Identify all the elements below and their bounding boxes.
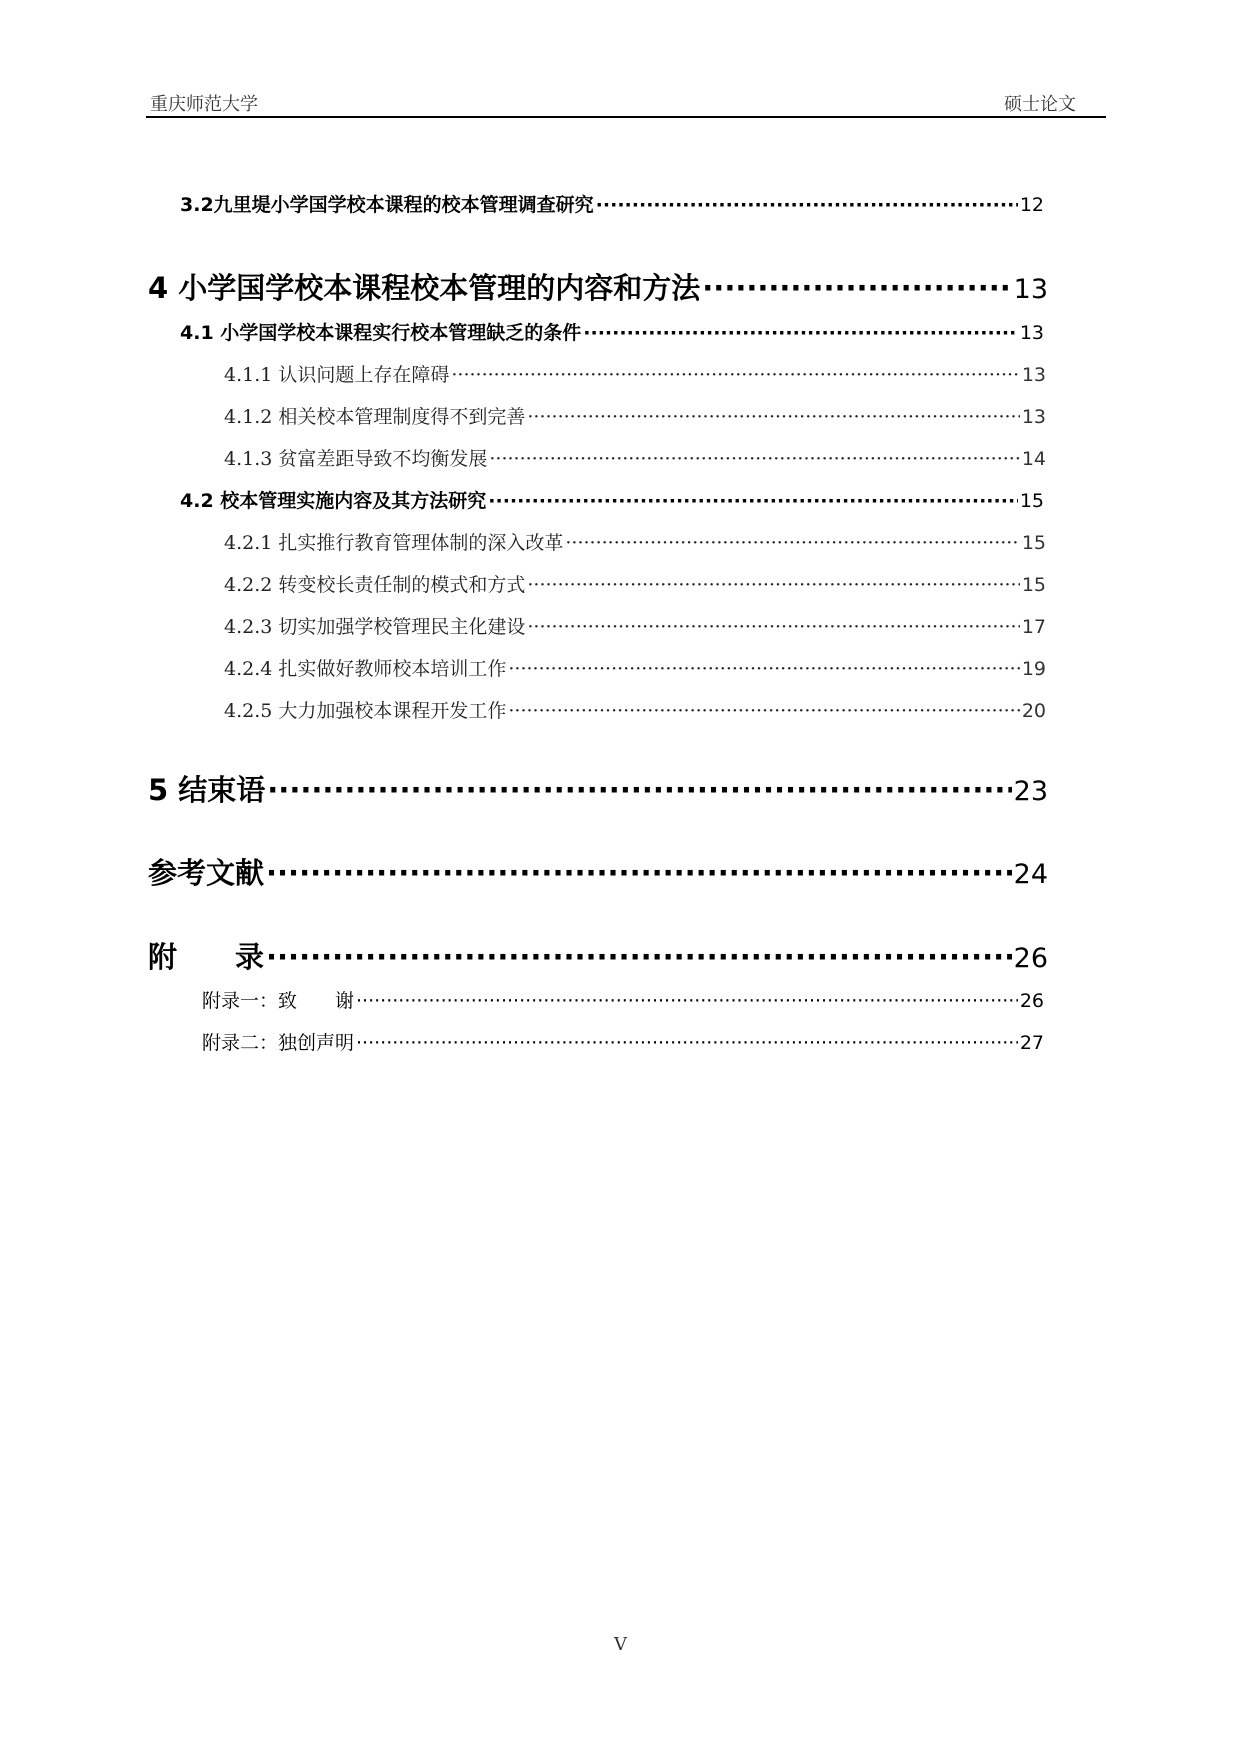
header-thesis-type: 硕士论文 [1004,94,1076,115]
dot-leader [266,940,1012,974]
toc-entry-title: 4.2.4 扎实做好教师校本培训工作 [224,658,507,680]
toc-entry-page: 26 [1013,943,1048,974]
dot-leader [356,990,1018,1012]
toc-entry[interactable] [224,570,1046,597]
toc-entry[interactable] [224,402,1046,429]
toc-entry-page: 19 [1021,658,1046,680]
toc-entry[interactable] [148,851,1048,892]
toc-entry-title: 5 结束语 [148,773,266,807]
toc-entry-page: 27 [1019,1032,1044,1054]
page-number: V [614,1634,627,1655]
toc-entry[interactable] [180,190,1044,217]
dot-leader [488,490,1018,512]
dot-leader [266,856,1012,890]
toc-entry-title: 4.2.5 大力加强校本课程开发工作 [224,700,507,722]
toc-entry-page: 12 [1019,194,1044,216]
toc-entry[interactable] [180,318,1044,345]
toc-entry-page: 20 [1021,700,1046,722]
toc-entry-title: 3.2九里堤小学国学校本课程的校本管理调查研究 [180,194,594,216]
toc-entry-page: 13 [1013,274,1048,305]
toc-entry[interactable] [202,986,1044,1013]
toc-entry-title: 4.1.1 认识问题上存在障碍 [224,364,450,386]
toc-entry-page: 13 [1021,406,1046,428]
toc-entry-title: 4.2.2 转变校长责任制的模式和方式 [224,574,526,596]
toc-entry-page: 17 [1021,616,1046,638]
dot-leader [583,322,1018,344]
toc-entry-title: 4.1.2 相关校本管理制度得不到完善 [224,406,526,428]
toc-entry-title: 参考文献 [148,856,265,890]
toc-entry[interactable] [224,528,1046,555]
toc-entry-page: 13 [1021,364,1046,386]
toc-entry[interactable] [148,768,1048,809]
dot-leader [527,406,1019,428]
dot-leader [508,658,1019,680]
dot-leader [267,773,1011,807]
dot-leader [596,194,1018,216]
toc-entry[interactable] [180,486,1044,513]
dot-leader [356,1032,1018,1054]
toc-entry[interactable] [224,360,1046,387]
toc-entry-page: 23 [1013,776,1048,807]
toc-entry[interactable] [224,444,1046,471]
toc-entry-title: 4.1 小学国学校本课程实行校本管理缺乏的条件 [180,322,582,344]
dot-leader [527,616,1019,638]
header-university: 重庆师范大学 [150,94,258,115]
toc-entry[interactable] [202,1028,1044,1055]
toc-entry-title: 4 小学国学校本课程校本管理的内容和方法 [148,271,701,305]
toc-entry-page: 15 [1021,532,1046,554]
toc-entry-title: 4.1.3 贫富差距导致不均衡发展 [224,448,488,470]
toc-entry-page: 26 [1019,990,1044,1012]
toc-entry-page: 24 [1013,859,1048,890]
toc-entry[interactable] [148,266,1048,307]
toc-entry-title: 4.2.3 切实加强学校管理民主化建设 [224,616,526,638]
dot-leader [508,700,1019,722]
toc-entry-title: 4.2.1 扎实推行教育管理体制的深入改革 [224,532,564,554]
page-header [146,88,1106,118]
toc-entry-title: 4.2 校本管理实施内容及其方法研究 [180,490,487,512]
toc-entry-title: 附 录 [148,940,265,974]
toc-entry-page: 15 [1019,490,1044,512]
toc-entry[interactable] [224,696,1046,723]
dot-leader [451,364,1019,386]
toc-entry-page: 15 [1021,574,1046,596]
toc-entry-title: 附录二：独创声明 [202,1032,355,1054]
toc-entry-title: 附录一：致 谢 [202,990,355,1012]
dot-leader [527,574,1019,596]
dot-leader [702,271,1011,305]
dot-leader [489,448,1019,470]
dot-leader [565,532,1019,554]
toc-entry[interactable] [148,935,1048,976]
toc-entry-page: 13 [1019,322,1044,344]
toc-entry[interactable] [224,612,1046,639]
toc-entry-page: 14 [1021,448,1046,470]
toc-entry[interactable] [224,654,1046,681]
